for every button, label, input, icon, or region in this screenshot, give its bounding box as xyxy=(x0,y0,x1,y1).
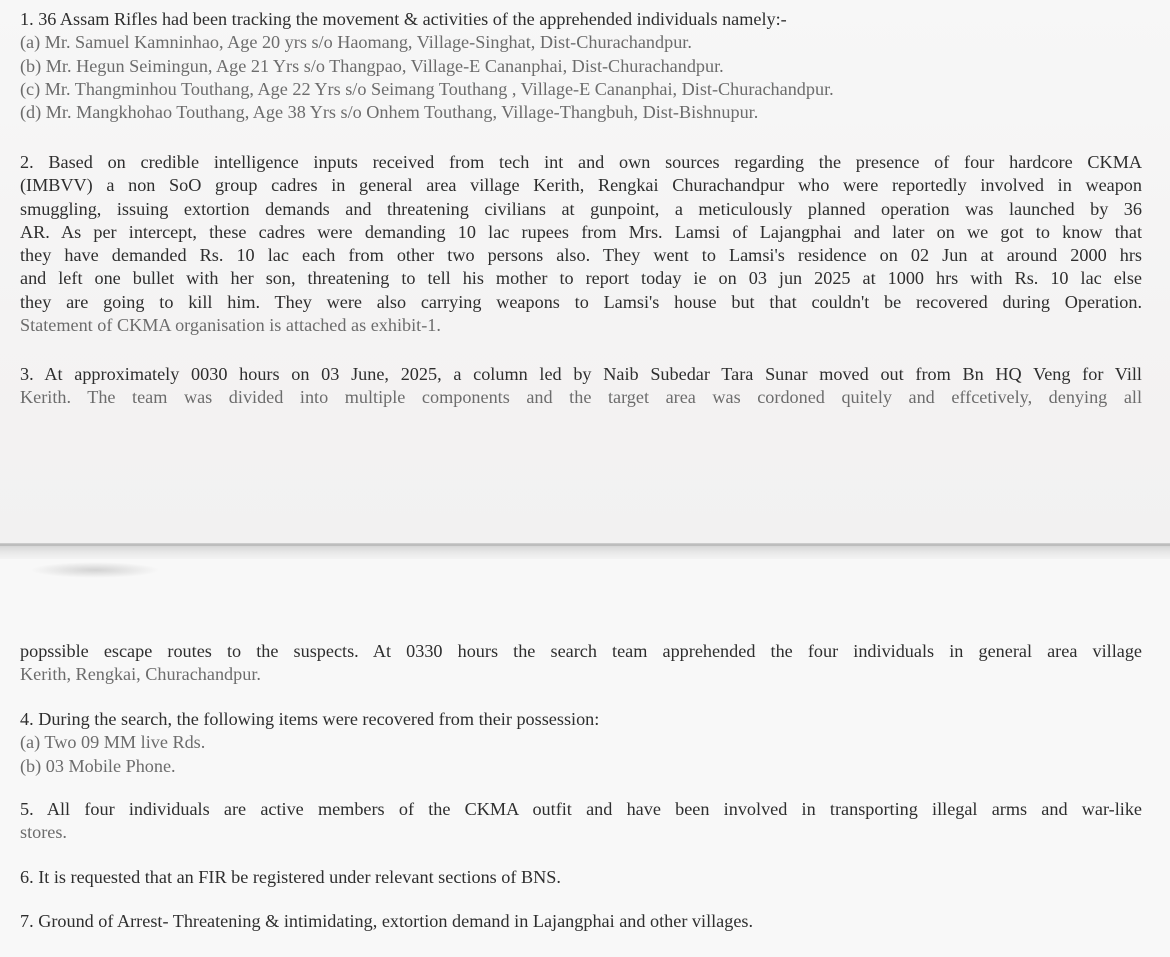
paragraph-line: (IMBVV) a non SoO group cadres in general area village Kerith, Rengkai Churachandpur who were reportedly involved in weapon xyxy=(20,175,1142,196)
paragraph-6-text: 6. It is requested that an FIR be registered under relevant sections of BNS. xyxy=(20,867,561,887)
list-item: (b) Mr. Hegun Seimingun, Age 21 Yrs s/o Thangpao, Village-E Cananphai, Dist-Churachandpur. xyxy=(20,55,724,76)
paragraph-4 xyxy=(20,708,1142,778)
paragraph-line: and left one bullet with her son, threatening to tell his mother to report today ie on 03 jun 2025 at 1000 hrs with Rs. 10 lac else xyxy=(20,268,1142,289)
paragraph-last-line: Kerith, Rengkai, Churachandpur. xyxy=(20,664,261,685)
paragraph-3-continued xyxy=(20,640,1142,687)
paragraph-line: they have demanded Rs. 10 lac each from other two persons also. They went to Lamsi's residence on 02 Jun at around 2000 hrs xyxy=(20,245,1142,266)
paragraph-line: Kerith. The team was divided into multiple components and the target area was cordoned quitely and effcetively, denying all xyxy=(20,387,1142,408)
paragraph-line: popssible escape routes to the suspects. At 0330 hours the search team apprehended the four individuals in general area village xyxy=(20,641,1142,661)
paragraph-1 xyxy=(20,8,1142,124)
paragraph-last-line: stores. xyxy=(20,822,67,843)
scan-smudge xyxy=(30,562,160,578)
paragraph-6 xyxy=(20,866,1142,889)
paragraph-line: AR. As per intercept, these cadres were demanding 10 lac rupees from Mrs. Lamsi of Lajangphai and later on we got to know that xyxy=(20,221,1142,242)
list-item: (b) 03 Mobile Phone. xyxy=(20,755,176,776)
list-item: (c) Mr. Thangminhou Touthang, Age 22 Yrs s/o Seimang Touthang , Village-E Cananphai, Dist-Churachandpur. xyxy=(20,78,834,99)
paragraph-7-text: 7. Ground of Arrest- Threatening & intimidating, extortion demand in Lajangphai and other villages. xyxy=(20,911,754,931)
list-item: (a) Mr. Samuel Kamninhao, Age 20 yrs s/o Haomang, Village-Singhat, Dist-Churachandpur. xyxy=(20,32,692,53)
paragraph-1-intro: 1. 36 Assam Rifles had been tracking the movement & activities of the apprehended individuals namely:- xyxy=(20,9,787,29)
paragraph-last-line: Statement of CKMA organisation is attached as exhibit-1. xyxy=(20,315,441,336)
paragraph-5 xyxy=(20,798,1142,845)
paragraph-7 xyxy=(20,910,1142,933)
paragraph-2 xyxy=(20,151,1142,337)
list-item: (a) Two 09 MM live Rds. xyxy=(20,732,206,753)
paragraph-line: they are going to kill him. They were also carrying weapons to Lamsi's house but that couldn't be recovered during Operation. xyxy=(20,291,1142,312)
paragraph-line: 5. All four individuals are active members of the CKMA outfit and have been involved in transporting illegal arms and war-like xyxy=(20,799,1142,819)
paragraph-line: smuggling, issuing extortion demands and threatening civilians at gunpoint, a meticulously planned operation was launched by 36 xyxy=(20,198,1142,219)
paragraph-4-intro: 4. During the search, the following items were recovered from their possession: xyxy=(20,709,600,729)
paragraph-line: 3. At approximately 0030 hours on 03 June, 2025, a column led by Naib Subedar Tara Sunar moved out from Bn HQ Veng for Vill xyxy=(20,364,1142,384)
paragraph-3 xyxy=(20,363,1142,410)
list-item: (d) Mr. Mangkhohao Touthang, Age 38 Yrs s/o Onhem Touthang, Village-Thangbuh, Dist-Bishnupur. xyxy=(20,102,759,123)
page-seam-line xyxy=(0,544,1170,546)
paragraph-line: 2. Based on credible intelligence inputs received from tech int and own sources regarding the presence of four hardcore CKMA xyxy=(20,152,1142,172)
